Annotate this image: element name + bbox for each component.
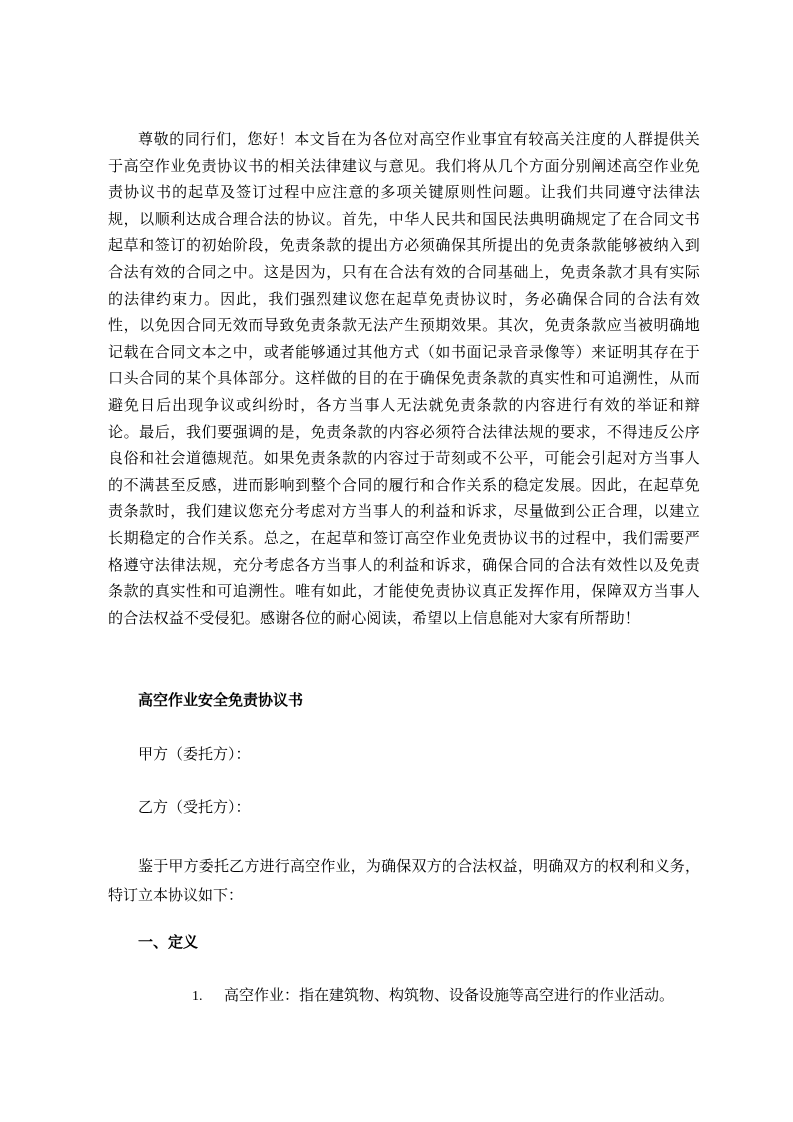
agreement-preamble: 鉴于甲方委托乙方进行高空作业，为确保双方的合法权益，明确双方的权利和义务，特订立本协议如下： bbox=[108, 857, 700, 904]
intro-paragraph: 尊敬的同行们，您好！本文旨在为各位对高空作业事宜有较高关注度的人群提供关于高空作业免责协议书的相关法律建议与意见。我们将从几个方面分别阐述高空作业免责协议书的起草及签订过程中应注意的多项关键原则性问题。让我们共同遵守法律法规，以顺利达成合理合法的协议。首先，中华人民共和国民法典明确规定了在合同文书起草和签订的初始阶段，免责条款的提出方必须确保其所提出的免责条款能够被纳入到合法有效的合同之中。这是因为，只有在合法有效的合同基础上，免责条款才具有实际的法律约束力。因此，我们强烈建议您在起草免责协议时，务必确保合同的合法有效性，以免因合同无效而导致免责条款无法产生预期效果。其次，免责条款应当被明确地记载在合同文本之中，或者能够通过其他方式（如书面记录音录像等）来证明其存在于口头合同的某个具体部分。这样做的目的在于确保免责条款的真实性和可追溯性，从而避免日后出现争议或纠纷时，各方当事人无法就免责条款的内容进行有效的举证和辩论。最后，我们要强调的是，免责条款的内容必须符合法律法规的要求，不得违反公序良俗和社会道德规范。如果免责条款的内容过于苛刻或不公平，可能会引起对方当事人的不满甚至反感，进而影响到整个合同的履行和合作关系的稳定发展。因此，在起草免责条款时，我们建议您充分考虑对方当事人的利益和诉求，尽量做到公正合理，以建立长期稳定的合作关系。总之，在起草和签订高空作业免责协议书的过程中，我们需要严格遵守法律法规，充分考虑各方当事人的利益和诉求，确保合同的合法有效性以及免责条款的真实性和可追溯性。唯有如此，才能使免责协议真正发挥作用，保障双方当事人的合法权益不受侵犯。感谢各位的耐心阅读，希望以上信息能对大家有所帮助！ bbox=[108, 130, 700, 627]
list-item bbox=[192, 985, 674, 1007]
section-1-heading: 一、定义 bbox=[138, 933, 199, 951]
agreement-title: 高空作业安全免责协议书 bbox=[138, 691, 304, 709]
list-item-number: 1. bbox=[192, 989, 203, 1004]
party-a-line: 甲方（委托方）： bbox=[138, 745, 251, 763]
party-b-line: 乙方（受托方）： bbox=[138, 798, 251, 816]
list-item-text: 高空作业：指在建筑物、构筑物、设备设施等高空进行的作业活动。 bbox=[224, 986, 675, 1004]
